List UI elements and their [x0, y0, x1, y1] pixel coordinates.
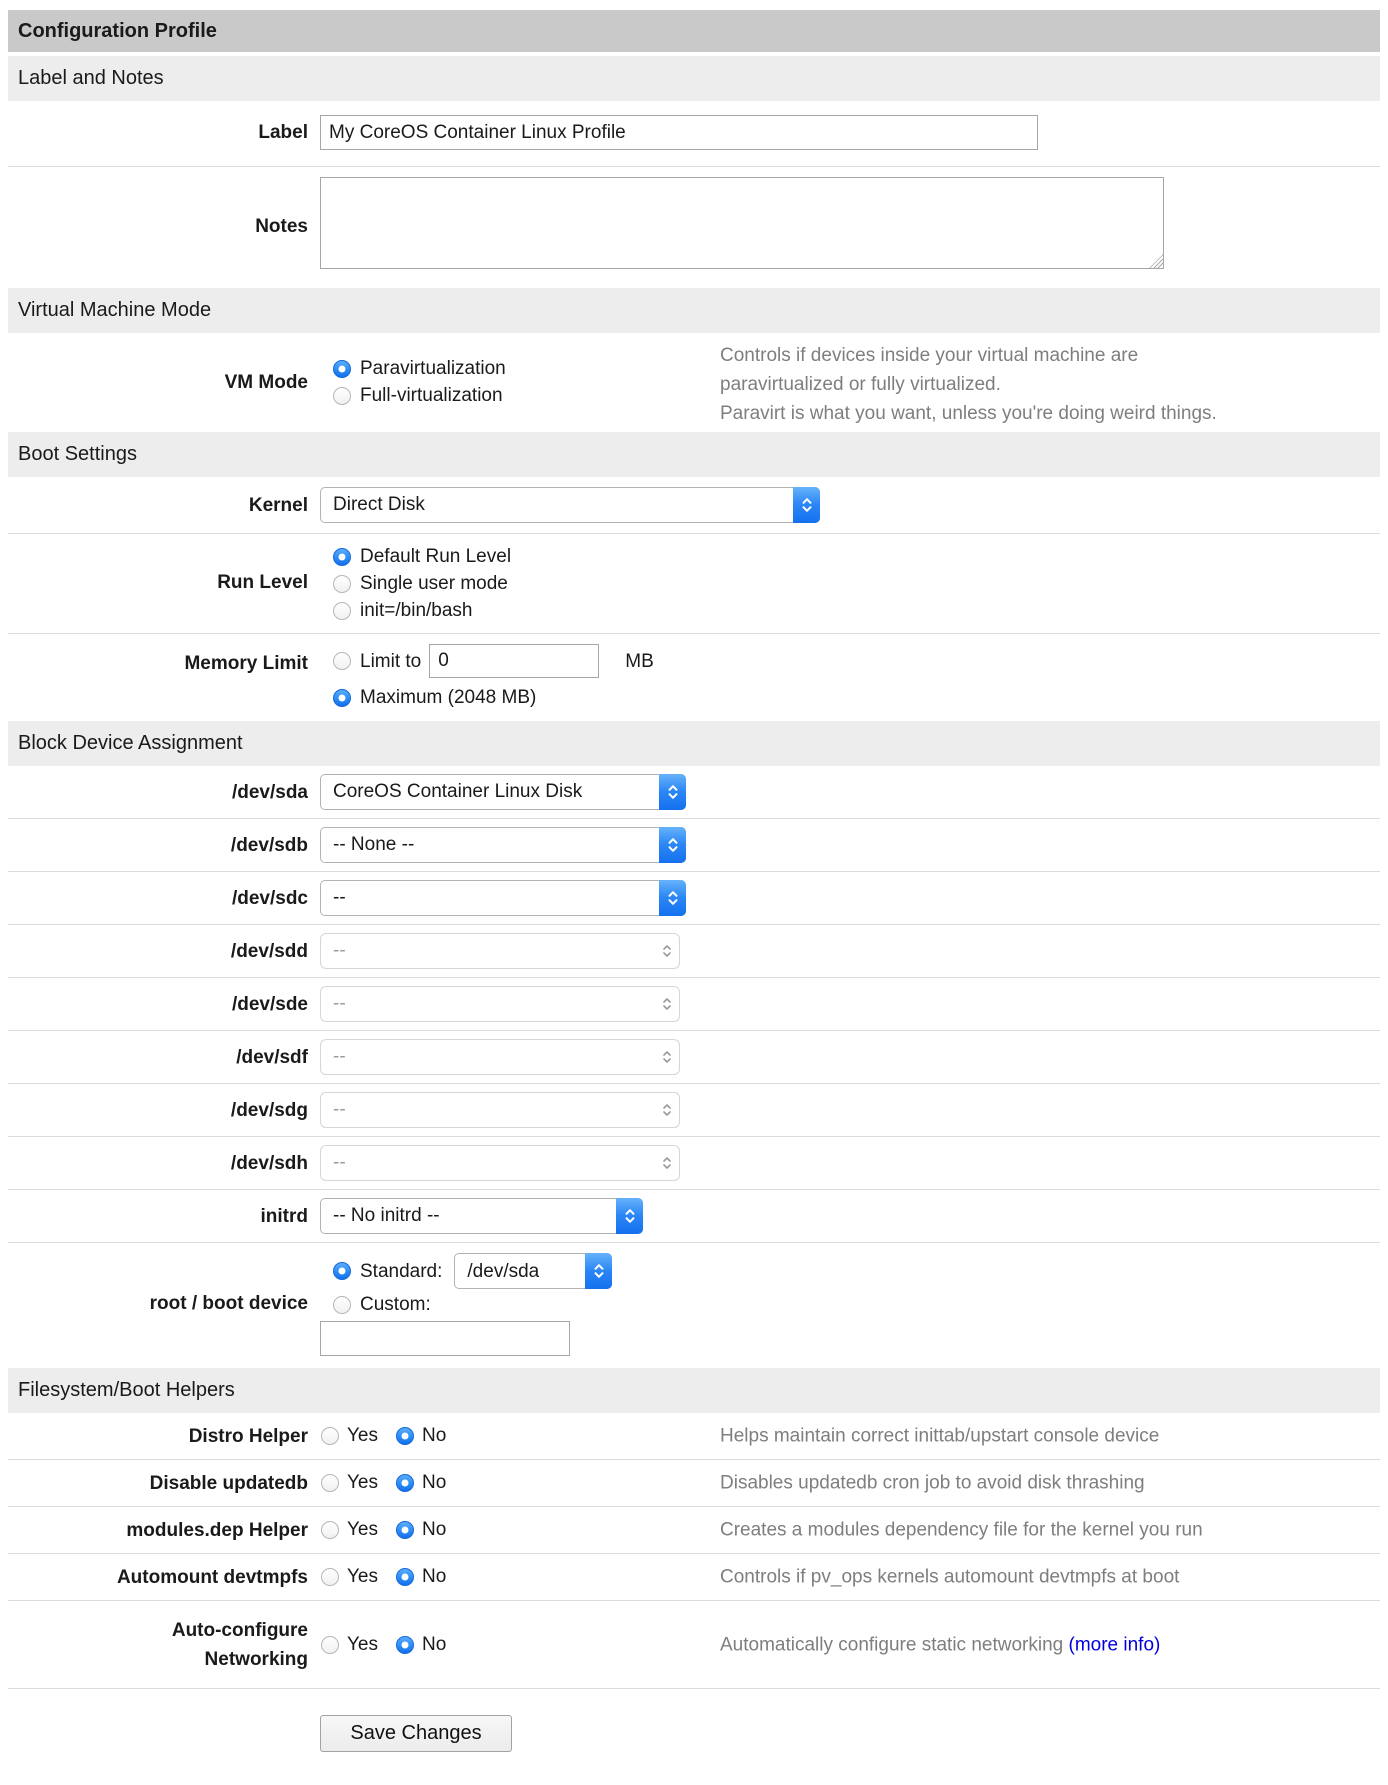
helper-row-distro: Distro Helper Yes No Helps maintain correct inittab/upstart console device: [8, 1413, 1380, 1460]
radio-icon[interactable]: [333, 652, 351, 670]
run-level-label: Run Level: [217, 572, 308, 593]
sde-select: --: [320, 986, 680, 1022]
label-row: [8, 101, 1380, 167]
section-label-and-notes: Label and Notes: [8, 56, 1380, 101]
radio-icon[interactable]: [321, 1568, 339, 1586]
chevron-up-down-icon: [653, 933, 680, 969]
root-boot-device-label: root / boot device: [149, 1293, 308, 1314]
section-virtual-machine-mode: Virtual Machine Mode: [8, 288, 1380, 333]
chevron-up-down-icon: [659, 774, 686, 810]
memory-limit-label: Memory Limit: [184, 653, 308, 674]
radio-icon[interactable]: [321, 1636, 339, 1654]
configuration-profile-form: [8, 10, 1380, 1752]
sdb-select[interactable]: -- None --: [320, 827, 686, 863]
memory-limit-option-maximum[interactable]: Maximum (2048 MB): [333, 684, 1380, 711]
save-changes-button[interactable]: Save Changes: [320, 1715, 512, 1752]
memory-limit-input[interactable]: [429, 644, 599, 678]
device-row-sde: /dev/sde --: [8, 978, 1380, 1031]
vm-mode-label: VM Mode: [224, 372, 308, 393]
chevron-up-down-icon: [616, 1198, 643, 1234]
radio-icon[interactable]: [333, 1296, 351, 1314]
radio-selected-icon[interactable]: [396, 1636, 414, 1654]
run-level-option-init-bash[interactable]: init=/bin/bash: [333, 597, 1380, 624]
notes-textarea[interactable]: [320, 177, 1164, 269]
label-input[interactable]: [320, 115, 1038, 150]
run-level-option-default[interactable]: Default Run Level: [333, 543, 1380, 570]
sdg-select: --: [320, 1092, 680, 1128]
sdc-select[interactable]: --: [320, 880, 686, 916]
vm-mode-row: [8, 333, 1380, 432]
run-level-option-single-user[interactable]: Single user mode: [333, 570, 1380, 597]
sdf-select: --: [320, 1039, 680, 1075]
kernel-select[interactable]: Direct Disk: [320, 487, 820, 523]
more-info-link[interactable]: (more info): [1068, 1634, 1161, 1655]
run-level-row: [8, 534, 1380, 634]
device-row-sdc: /dev/sdc --: [8, 872, 1380, 925]
kernel-label: Kernel: [248, 494, 308, 516]
helper-row-automount: Automount devtmpfs Yes No Controls if pv_ops kernels automount devtmpfs at boot: [8, 1554, 1380, 1601]
memory-unit-label: MB: [625, 650, 654, 672]
notes-row: [8, 167, 1380, 288]
radio-icon[interactable]: [333, 575, 351, 593]
notes-field-label: Notes: [255, 215, 308, 237]
chevron-up-down-icon: [659, 827, 686, 863]
helper-row-auto-networking: Auto-configure Networking Yes No Automatically configure static networking (more info): [8, 1601, 1380, 1689]
resize-handle-icon[interactable]: [1149, 254, 1163, 268]
sdh-select: --: [320, 1145, 680, 1181]
sda-select[interactable]: CoreOS Container Linux Disk: [320, 774, 686, 810]
radio-icon[interactable]: [321, 1521, 339, 1539]
helper-help-updatedb: Disables updatedb cron job to avoid disk thrashing: [720, 1472, 1145, 1494]
chevron-up-down-icon: [653, 1092, 680, 1128]
root-device-option-standard[interactable]: Standard: /dev/sda: [333, 1253, 1380, 1289]
section-filesystem-boot-helpers: Filesystem/Boot Helpers: [8, 1368, 1380, 1413]
root-boot-device-row: [8, 1243, 1380, 1368]
root-device-custom-input[interactable]: [320, 1321, 570, 1356]
device-row-sdf: /dev/sdf --: [8, 1031, 1380, 1084]
device-row-sda: /dev/sda CoreOS Container Linux Disk: [8, 766, 1380, 819]
helper-help-automount: Controls if pv_ops kernels automount devtmpfs at boot: [720, 1566, 1180, 1588]
radio-selected-icon[interactable]: [333, 1262, 351, 1280]
vm-mode-option-paravirtualization[interactable]: Paravirtualization: [333, 355, 1380, 382]
page-title: Configuration Profile: [8, 10, 1380, 52]
helper-row-updatedb: Disable updatedb Yes No Disables updatedb cron job to avoid disk thrashing: [8, 1460, 1380, 1507]
sdd-select: --: [320, 933, 680, 969]
radio-selected-icon[interactable]: [396, 1474, 414, 1492]
chevron-up-down-icon: [585, 1253, 612, 1289]
helper-help-distro: Helps maintain correct inittab/upstart console device: [720, 1425, 1160, 1447]
device-row-sdd: /dev/sdd --: [8, 925, 1380, 978]
helper-help-auto-networking: Automatically configure static networking (more info): [720, 1634, 1161, 1655]
radio-icon[interactable]: [321, 1474, 339, 1492]
label-field-label: Label: [258, 122, 308, 143]
helper-help-modules-dep: Creates a modules dependency file for the kernel you run: [720, 1519, 1203, 1541]
radio-selected-icon[interactable]: [396, 1427, 414, 1445]
radio-selected-icon[interactable]: [333, 548, 351, 566]
section-boot-settings: Boot Settings: [8, 432, 1380, 477]
root-device-select[interactable]: /dev/sda: [454, 1253, 612, 1289]
kernel-row: [8, 477, 1380, 534]
initrd-select[interactable]: -- No initrd --: [320, 1198, 643, 1234]
radio-selected-icon[interactable]: [333, 360, 351, 378]
section-block-device-assignment: Block Device Assignment: [8, 721, 1380, 766]
vm-mode-option-full-virtualization[interactable]: Full-virtualization: [333, 382, 1380, 409]
initrd-row: initrd -- No initrd --: [8, 1190, 1380, 1243]
radio-selected-icon[interactable]: [396, 1568, 414, 1586]
helper-row-modules-dep: modules.dep Helper Yes No Creates a modules dependency file for the kernel you run: [8, 1507, 1380, 1554]
memory-limit-row: [8, 634, 1380, 721]
device-row-sdh: /dev/sdh --: [8, 1137, 1380, 1190]
device-row-sdb: /dev/sdb -- None --: [8, 819, 1380, 872]
radio-selected-icon[interactable]: [333, 689, 351, 707]
memory-limit-option-limit[interactable]: Limit to 0 MB: [333, 644, 1380, 678]
device-row-sdg: /dev/sdg --: [8, 1084, 1380, 1137]
chevron-up-down-icon: [793, 487, 820, 523]
root-device-option-custom[interactable]: Custom:: [333, 1291, 1380, 1318]
radio-icon[interactable]: [333, 602, 351, 620]
chevron-up-down-icon: [653, 1145, 680, 1181]
chevron-up-down-icon: [653, 1039, 680, 1075]
radio-selected-icon[interactable]: [396, 1521, 414, 1539]
radio-icon[interactable]: [333, 387, 351, 405]
chevron-up-down-icon: [653, 986, 680, 1022]
chevron-up-down-icon: [659, 880, 686, 916]
vm-mode-help: Controls if devices inside your virtual machine are paravirtualized or fully virtualized. Paravirt is what you want, unless you're doing weird things.: [720, 345, 1217, 424]
radio-icon[interactable]: [321, 1427, 339, 1445]
